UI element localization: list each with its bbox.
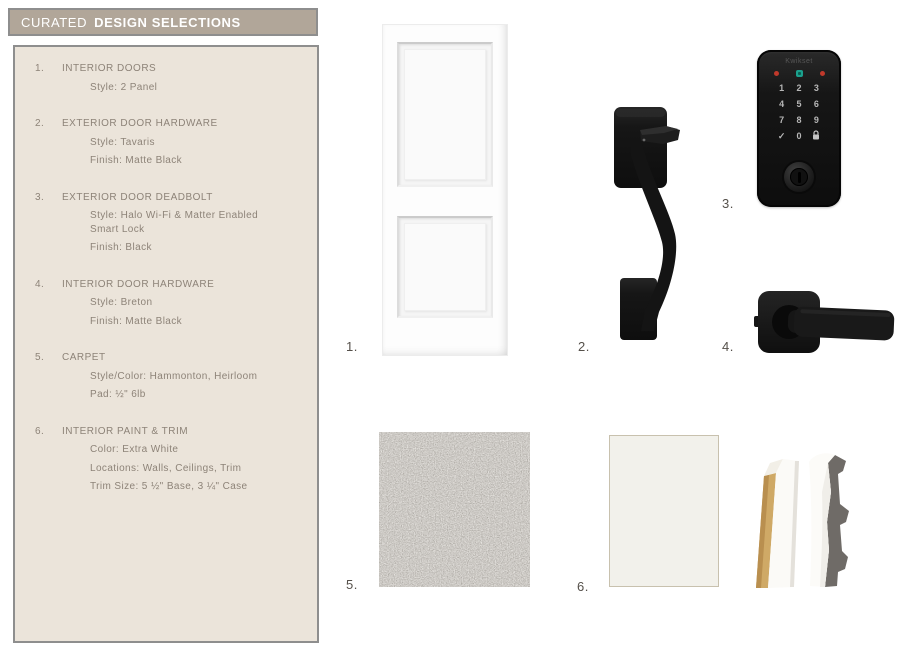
item-detail: Locations: Walls, Ceilings, Trim	[90, 462, 242, 474]
item-detail: Color: Extra White	[90, 444, 179, 455]
figure-label-paint: 6.	[577, 579, 589, 594]
item-detail: Finish: Matte Black	[90, 315, 183, 327]
selection-item-interior-paint-trim	[15, 425, 317, 494]
item-title: EXTERIOR DOOR HARDWARE	[62, 118, 218, 129]
item-detail: Style: Halo Wi-Fi & Matter Enabled Smart Lock	[90, 210, 259, 235]
keypad-key: 9	[813, 115, 819, 125]
item-number: 4.	[35, 278, 45, 290]
keypad-key: 5	[796, 99, 802, 109]
red-indicator-icon	[820, 71, 825, 76]
item-title: INTERIOR PAINT & TRIM	[62, 425, 189, 437]
item-title: CARPET	[62, 352, 106, 363]
keypad-key: 0	[796, 131, 802, 141]
figure-label-deadbolt: 3.	[722, 196, 734, 211]
keypad-key: 3	[813, 83, 819, 93]
red-indicator-icon	[774, 71, 779, 76]
keypad-check-key: ✓	[777, 131, 786, 141]
figure-label-lever: 4.	[722, 339, 734, 354]
keypad-key: 6	[813, 99, 819, 109]
interior-door-image	[382, 24, 508, 356]
deadbolt-keypad	[773, 82, 825, 143]
keypad-key: 7	[779, 115, 785, 125]
casing-trim-image	[802, 450, 854, 588]
item-number: 1.	[35, 63, 45, 74]
deadbolt-status-lights	[757, 69, 841, 77]
item-detail: Pad: ½" 6lb	[90, 389, 146, 400]
figure-label-carpet: 5.	[346, 577, 358, 592]
handleset-drawing	[606, 100, 704, 346]
selection-item-exterior-door-hardware	[15, 117, 317, 168]
item-number: 5.	[35, 352, 45, 363]
item-detail: Style: Tavaris	[90, 136, 155, 148]
item-detail: Style: Breton	[90, 297, 153, 308]
item-detail: Trim Size: 5 ½" Base, 3 ¼" Case	[90, 481, 248, 492]
smart-deadbolt-image	[757, 50, 841, 207]
selection-item-interior-door-hardware	[15, 278, 317, 329]
lock-icon	[808, 130, 825, 143]
item-number: 2.	[35, 118, 45, 129]
item-title: EXTERIOR DOOR DEADBOLT	[62, 191, 213, 203]
carpet-sample-image	[379, 432, 530, 587]
item-title: INTERIOR DOORS	[62, 63, 157, 74]
item-detail: Style/Color: Hammonton, Heirloom	[90, 370, 258, 382]
carpet-texture	[379, 432, 530, 587]
door-top-panel	[397, 42, 493, 187]
teal-indicator-icon	[796, 70, 803, 77]
paint-swatch-image	[609, 435, 719, 587]
figure-label-handleset: 2.	[578, 339, 590, 354]
baseboard-trim-image	[753, 451, 799, 588]
item-number: 3.	[35, 191, 45, 203]
keypad-key: 1	[779, 83, 785, 93]
item-title: INTERIOR DOOR HARDWARE	[62, 278, 215, 290]
selection-item-interior-doors	[15, 62, 317, 94]
item-detail: Finish: Black	[90, 242, 152, 253]
figure-label-door: 1.	[346, 339, 358, 354]
page-title-bold: DESIGN SELECTIONS	[94, 14, 241, 30]
deadbolt-keyhole	[784, 162, 814, 192]
selection-item-exterior-door-deadbolt	[15, 191, 317, 255]
item-number: 6.	[35, 425, 45, 437]
page-title-regular: CURATED	[21, 14, 88, 30]
deadbolt-brand: Kwikset	[785, 58, 813, 65]
page-title	[8, 8, 318, 36]
keypad-key: 2	[796, 83, 802, 93]
casing-drawing	[802, 450, 854, 588]
selections-panel	[13, 45, 319, 643]
baseboard-drawing	[753, 451, 799, 588]
interior-lever-image	[752, 286, 902, 358]
item-detail: Style: 2 Panel	[90, 81, 158, 93]
item-detail: Finish: Matte Black	[90, 155, 183, 166]
keypad-key: 8	[796, 115, 802, 125]
keypad-key: 4	[779, 99, 785, 109]
selection-item-carpet	[15, 351, 317, 402]
lever-drawing	[752, 286, 902, 358]
door-bottom-panel	[397, 216, 493, 318]
exterior-handleset-image	[606, 100, 704, 346]
